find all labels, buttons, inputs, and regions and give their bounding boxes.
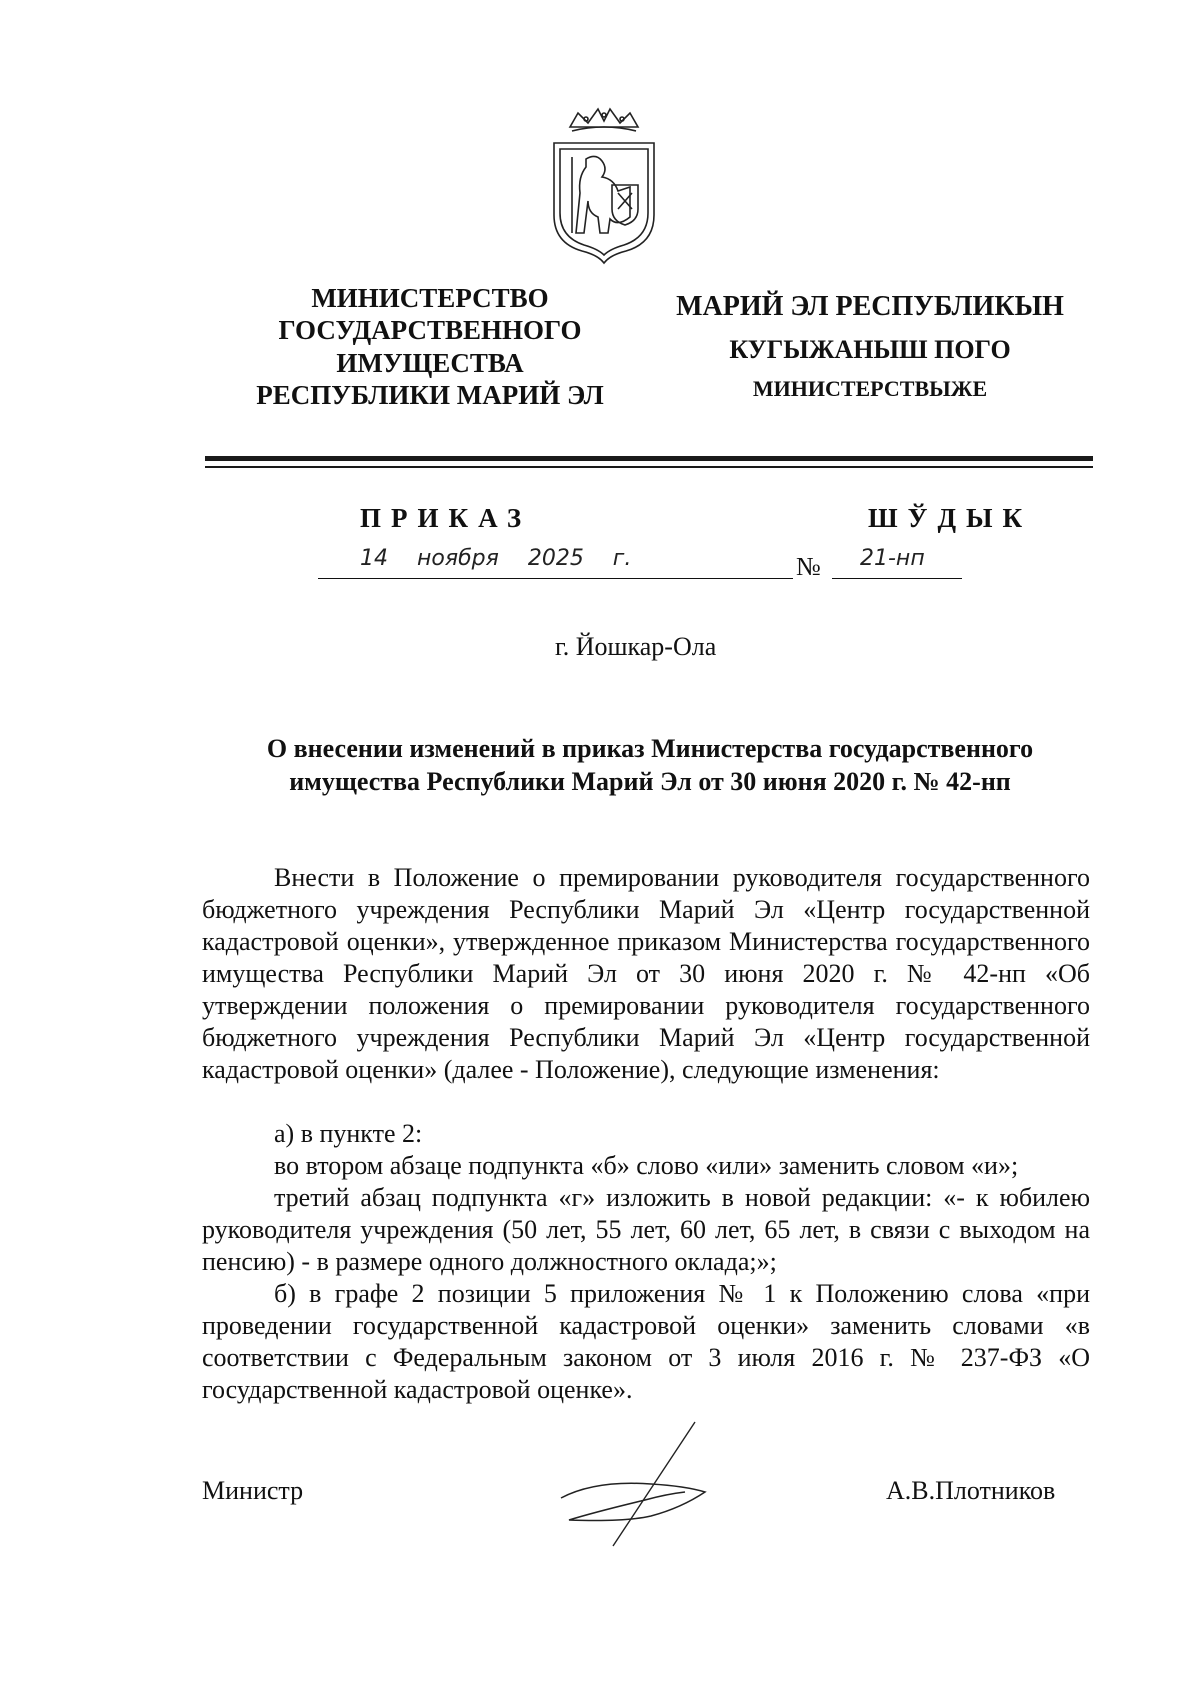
date-handwritten: 14 ноября 2025 г. — [360, 546, 632, 571]
body-item-a-2: третий абзац подпункта «г» изложить в новой редакции: «- к юбилею руководителя учреждения (50 лет, 55 лет, 60 лет, 65 лет, в связи с выходом на пенсию) - в размере одного должностного оклада;»; — [202, 1183, 1090, 1276]
title-line: имущества Республики Марий Эл от 30 июня 2020 г. № 42-нп — [289, 767, 1011, 796]
title-line: О внесении изменений в приказ Министерства государственного — [266, 734, 1034, 763]
ministry-mari-line: МАРИЙ ЭЛ РЕСПУБЛИКЫН — [676, 291, 1064, 322]
city-name: г. Йошкар-Ола — [555, 632, 717, 661]
body-intro-paragraph: Внести в Положение о премировании руководителя государственного бюджетного учреждения Республики Марий Эл «Центр государственной кадастровой оценки», утвержденное приказом Министерства государственного имущества Республики Марий Эл от 30 июня 2020 г. № 42-нп «Об утверждении положения о премировании руководителя государственного бюджетного учреждения Республики Марий Эл «Центр государственной кадастровой оценки» (далее - Положение), следующие изменения: — [202, 863, 1090, 1084]
ministry-ru-line: ГОСУДАРСТВЕННОГО — [278, 315, 582, 346]
doc-type-mari: ШЎДЫК — [868, 503, 1033, 533]
signatory-name: А.В.Плотников — [886, 1476, 1056, 1505]
header-divider-thick — [205, 456, 1093, 461]
ministry-name-russian — [200, 282, 660, 412]
header-divider-thin — [205, 466, 1093, 468]
number-handwritten: 21-нп — [860, 546, 925, 571]
document-title — [150, 732, 1150, 798]
number-label: № — [796, 552, 821, 581]
signatory-position: Министр — [202, 1476, 304, 1505]
ministry-name-mari — [670, 290, 1070, 402]
body-item-a: а) в пункте 2: — [274, 1119, 423, 1148]
ministry-ru-line: МИНИСТЕРСТВО — [311, 283, 549, 313]
ministry-ru-line: ИМУЩЕСТВА — [336, 347, 524, 378]
body-item-a-1: во втором абзаце подпункта «б» слово «или» заменить словом «и»; — [274, 1151, 1019, 1180]
number-underline — [832, 578, 962, 579]
coat-of-arms-emblem — [548, 105, 660, 265]
body-item-b: б) в графе 2 позиции 5 приложения № 1 к Положению слова «при проведении государственной кадастровой оценки» заменить словами «в соответствии с Федеральным законом от 3 июля 2016 г. № 237-ФЗ «О государственной кадастровой оценке». — [202, 1279, 1090, 1404]
signature-scribble — [555, 1420, 755, 1550]
ministry-mari-line: МИНИСТЕРСТВЫЖЕ — [752, 376, 988, 401]
ministry-mari-line: КУГЫЖАНЫШ ПОГО — [729, 335, 1011, 364]
doc-type-russian: ПРИКАЗ — [360, 503, 532, 533]
date-underline — [318, 578, 793, 579]
ministry-ru-line: РЕСПУБЛИКИ МАРИЙ ЭЛ — [256, 380, 604, 411]
